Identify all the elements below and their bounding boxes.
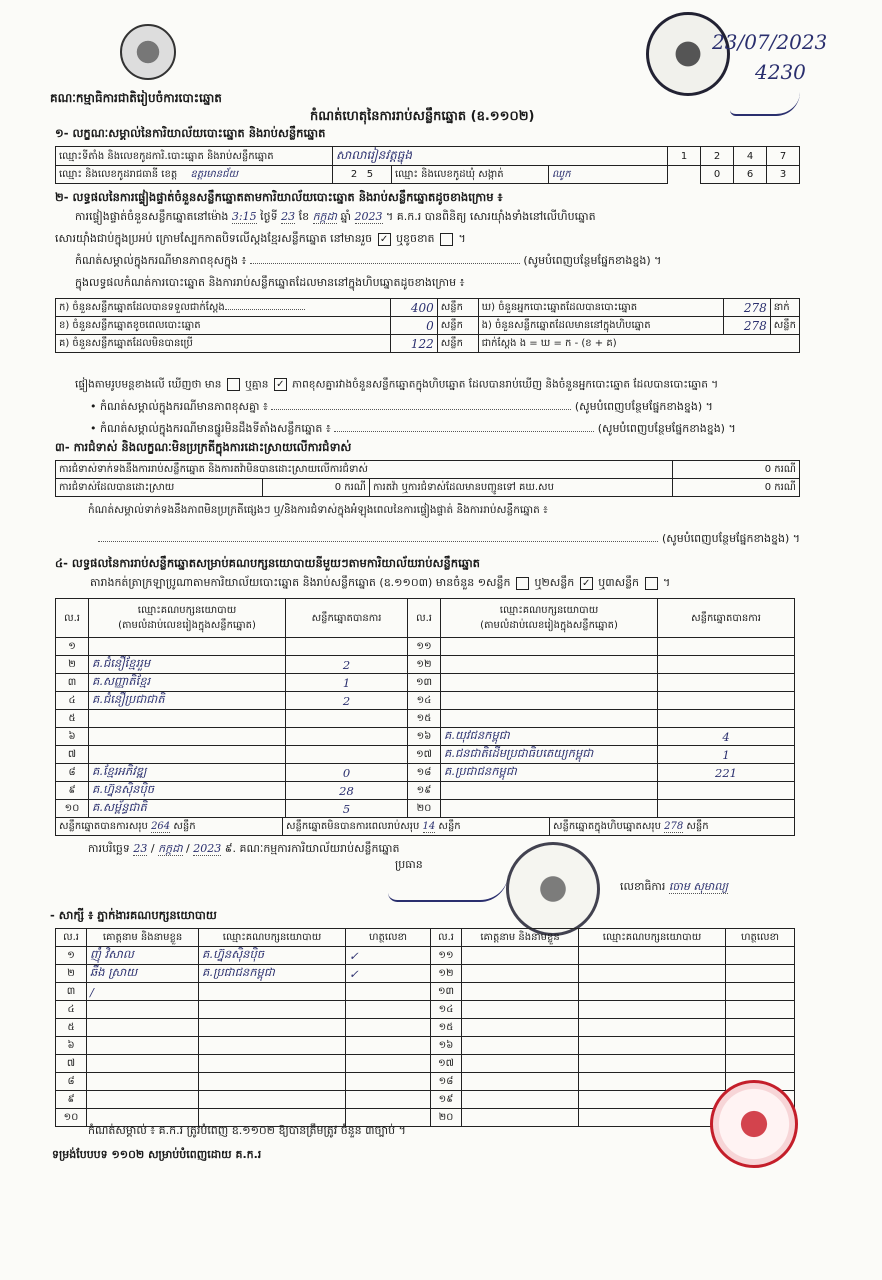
result-no-cell: ១៨: [408, 764, 441, 782]
table-row: [56, 710, 795, 728]
result-party-cell: [89, 728, 286, 746]
result-party-cell: [441, 710, 658, 728]
witness-sign-cell: [726, 1055, 795, 1073]
nec-logo: [120, 24, 176, 80]
location-code-1: 1: [668, 147, 701, 166]
witness-sign-cell: ✓: [346, 965, 431, 983]
table-row: [56, 782, 795, 800]
result-votes-cell: [658, 710, 795, 728]
witness-sign-cell: [346, 1073, 431, 1091]
witness-no-cell: ១៣: [431, 983, 462, 1001]
section2-note: កំណត់សម្គាល់ក្នុងករណីមានភាពខុសក្នុង ៖ (សូមបំពេញបន្ថែមផ្នែកខាងខ្នង) ។: [75, 254, 662, 267]
total-valid: 264: [151, 821, 171, 832]
result-votes-cell: 2: [286, 692, 408, 710]
bullet-difference: • កំណត់សម្គាល់ក្នុងករណីមានភាពខុសគ្នា ៖ (សូមបំពេញបន្ថែមផ្នែកខាងខ្នង) ។: [90, 400, 713, 413]
witness-sign-cell: [726, 983, 795, 1001]
witness-no-cell: ៣: [56, 983, 87, 1001]
result-party-cell: [89, 710, 286, 728]
witness-name-cell: [87, 1073, 199, 1091]
result-votes-cell: 1: [658, 746, 795, 764]
count-month: កក្កដា: [312, 210, 338, 223]
result-no-cell: ៩: [56, 782, 89, 800]
result-no-cell: ១: [56, 638, 89, 656]
province-label: ឈ្មោះ និងលេខកូដរាជធានី ខេត្ត ឧត្តរមានជ័យ: [56, 166, 333, 184]
witness-sign-cell: [726, 1019, 795, 1037]
result-no-cell: ១០: [56, 800, 89, 818]
section1-table: [55, 146, 800, 184]
result-party-cell: គ.ខ្មែរអភិវឌ្ឍ: [89, 764, 286, 782]
section4-title: ៤- លទ្ធផលនៃការរាប់សន្លឹកឆ្នោតសម្រាប់គណបក្សនយោបាយនីមួយៗតាមការិយាល័យរាប់សន្លឹកឆ្នោត: [55, 556, 480, 570]
table-row: [56, 983, 795, 1001]
witness-no-cell: ១: [56, 947, 87, 965]
ballot-count-table: ក) ចំនួនសន្លឹកឆ្នោតដែលបានទទួលជាក់ស្តែង 400 សន្លឹក ឃ) ចំនួនអ្នកបោះឆ្នោតដែលបានបោះឆ្នោត 278 នាក់ ខ) ចំនួនសន្លឹកឆ្នោតខូចពេលបោះឆ្នោត 0 សន្លឹក ង) ចំនួនសន្លឹកឆ្នោតដែលមាននៅក្នុងហិបឆ្នោត 278 សន្លឹក គ) ចំនួនសន្លឹកឆ្នោតដែលមិនបានប្រើ 122 សន្លឹក ជាក់ស្តែង ង = ឃ = ក - (ខ + គ): [55, 298, 800, 353]
result-no-cell: ១៩: [408, 782, 441, 800]
witness-name-cell: [462, 1019, 579, 1037]
witness-sign-cell: [346, 1001, 431, 1019]
compare-line: ផ្ទៀងតាមរូបមន្តខាងលើ ឃើញថា មាន ឬគ្មាន ✓ ភាពខុសគ្នារវាងចំនួនសន្លឹកឆ្នោតក្នុងហិបឆ្នោត ដែលបានរាប់ឃើញ និងចំនួនអ្នកបោះឆ្នោត ដែលបានបោះឆ្នោត ។: [75, 378, 719, 391]
witness-party-cell: [579, 947, 726, 965]
witness-sign-cell: [346, 1037, 431, 1055]
province-name: ឧត្តរមានជ័យ: [190, 169, 238, 180]
witness-no-cell: ១៩: [431, 1091, 462, 1109]
result-votes-cell: 5: [286, 800, 408, 818]
witness-no-cell: ៧: [56, 1055, 87, 1073]
witness-sign-cell: [346, 1055, 431, 1073]
voters-count: 278: [723, 299, 770, 317]
result-votes-cell: [658, 638, 795, 656]
result-no-cell: ១៦: [408, 728, 441, 746]
result-no-cell: ២: [56, 656, 89, 674]
witness-no-cell: ១១: [431, 947, 462, 965]
result-party-cell: [441, 656, 658, 674]
results-body: [56, 638, 795, 818]
section4-subtitle: តារាងកត់ត្រាក្រឡាប្រូណាតាមការិយាល័យបោះឆ្នោត និងរាប់សន្លឹកឆ្នោត (ឧ.១១០៣) មានចំនួន ១សន្លឹក ឬ២សន្លឹក ✓ ឬ៣សន្លឹក ។: [90, 576, 671, 589]
secretary-line: លេខាធិការ ចោម សុមាល្យ: [620, 880, 729, 893]
org-name: គណៈកម្មាធិការជាតិរៀបចំការបោះឆ្នោត: [50, 91, 222, 105]
witness-name-cell: [462, 947, 579, 965]
total-invalid: 14: [422, 821, 436, 832]
table-row: [56, 965, 795, 983]
location-code-4: 7: [767, 147, 800, 166]
objections-count: 0 ករណី: [673, 461, 800, 479]
witness-no-cell: ១៧: [431, 1055, 462, 1073]
witness-name-cell: ញ៉ុំ វិសាល: [87, 947, 199, 965]
table-row: [56, 1091, 795, 1109]
count-year: 2023: [354, 210, 383, 223]
witness-party-cell: [199, 983, 346, 1001]
result-votes-cell: 28: [286, 782, 408, 800]
result-party-cell: [441, 674, 658, 692]
table-row: [56, 728, 795, 746]
witness-party-cell: [199, 1073, 346, 1091]
result-no-cell: ២០: [408, 800, 441, 818]
witness-no-cell: ៨: [56, 1073, 87, 1091]
witness-name-cell: /: [87, 983, 199, 1001]
witness-sign-cell: [346, 1019, 431, 1037]
witness-sign-cell: ✓: [346, 947, 431, 965]
objection-table: ការជំទាស់ទាក់ទងនឹងការរាប់សន្លឹកឆ្នោត និងការតវ៉ាមិនបានដោះស្រាយលើការជំទាស់ 0 ករណី ការជំទាស់ដែលបានដោះស្រាយ 0 ករណី ការតវ៉ា ឬការជំទាស់ដែលមានបញ្ជូនទៅ គឃ.សប 0 ករណី: [55, 460, 800, 497]
result-votes-cell: [286, 746, 408, 764]
section3-title: ៣- ការជំទាស់ និងលក្ខណៈមិនប្រក្រតីក្នុងការដោះស្រាយលើការជំទាស់: [55, 440, 352, 454]
result-no-cell: ៨: [56, 764, 89, 782]
witness-name-cell: [87, 1001, 199, 1019]
total-ballots: 278: [664, 821, 684, 832]
difference-no-checkbox[interactable]: ✓: [274, 378, 287, 391]
spoiled-ballots: 0: [390, 317, 437, 335]
table-row: [56, 1019, 795, 1037]
table-row: [56, 800, 795, 818]
corner-note-date: 23/07/2023: [712, 30, 828, 54]
two-sheet-checkbox[interactable]: ✓: [580, 577, 593, 590]
witness-no-cell: ១៦: [431, 1037, 462, 1055]
ballots-in-box: 278: [723, 317, 770, 335]
witness-party-cell: [579, 1073, 726, 1091]
witness-party-cell: [579, 1091, 726, 1109]
formula: ជាក់ស្តែង ង = ឃ = ក - (ខ + គ): [478, 335, 799, 353]
witness-table: ល.រ គោត្តនាម និងនាមខ្លួន ឈ្មោះគណបក្សនយោបាយ ហត្ថលេខា ល.រ គោត្តនាម និងនាមខ្លួន ឈ្មោះគណបក្សនយោបាយ ហត្ថលេខា ១ ញ៉ុំ វិសាល គ.ហ្វ៊ុនស៊ិនប៉ិច ✓ ១១ ២ ឆឹង ស្រាយ គ.ប្រជាជនកម្ពុជា ✓ ១២ ៣ / ១៣ ៤ ១៤ ៥ ១៥ ៦ ១៦ ៧ ១៧ ៨ ១៨ ៩ ១៩ ១០ ២០: [55, 928, 795, 1127]
result-party-cell: គ.ប្រជាជនកម្ពុជា: [441, 764, 658, 782]
witness-sign-cell: [726, 1037, 795, 1055]
seal-damaged-checkbox[interactable]: [440, 233, 453, 246]
result-no-cell: ៤: [56, 692, 89, 710]
witness-no-cell: ១២: [431, 965, 462, 983]
result-party-cell: [441, 800, 658, 818]
result-votes-cell: [658, 692, 795, 710]
result-votes-cell: [286, 710, 408, 728]
witness-party-cell: [199, 1001, 346, 1019]
witness-name-cell: [462, 1073, 579, 1091]
section5-title: - សាក្សី ៖ ភ្នាក់ងារគណបក្សនយោបាយ: [50, 908, 217, 922]
section2-summary: ក្នុងលទ្ធផលកំណត់ការបោះឆ្នោត និងការរាប់សន្លឹកឆ្នោតដែលមាននៅក្នុងហិបឆ្នោតដូចខាងក្រោម ៖: [75, 276, 465, 289]
table-row: [56, 764, 795, 782]
witness-party-cell: [199, 1055, 346, 1073]
witness-party-cell: [199, 1091, 346, 1109]
witness-no-cell: ៩: [56, 1091, 87, 1109]
witness-party-cell: [579, 1001, 726, 1019]
resolved-count: 0 ករណី: [263, 479, 370, 497]
witness-party-cell: [579, 983, 726, 1001]
corner-signature: [730, 92, 800, 116]
location-code-3: 4: [734, 147, 767, 166]
result-party-cell: [89, 746, 286, 764]
witness-sign-cell: [726, 1001, 795, 1019]
result-party-cell: គ.យុវជនកម្ពុជា: [441, 728, 658, 746]
witness-no-cell: ២: [56, 965, 87, 983]
result-no-cell: ៦: [56, 728, 89, 746]
totals-table: សន្លឹកឆ្នោតបានការសរុប 264 សន្លឹក សន្លឹកឆ្នោតមិនបានការពេលរាប់សរុប 14 សន្លឹក សន្លឹកឆ្នោតក្នុងហិបឆ្នោតសរុប 278 សន្លឹក: [55, 817, 795, 836]
witness-party-cell: [579, 1037, 726, 1055]
witness-sign-cell: [346, 983, 431, 1001]
forwarded-count: 0 ករណី: [673, 479, 800, 497]
one-sheet-checkbox[interactable]: [516, 577, 529, 590]
footer-note: កំណត់សម្គាល់ ៖ គ.ក.រ ត្រូវបំពេញ ឧ.១១០២ ឱ្យបានត្រឹមត្រូវ ចំនួន ៣ច្បាប់ ។: [88, 1124, 406, 1137]
signing-date: ការបរិច្ឆេទ 23 / កក្កដា / 2023 ៩. គណៈកម្មការការិយាល័យរាប់សន្លឹកឆ្នោត: [88, 842, 400, 855]
result-party-cell: គ.សម្ព័ន្ធជាតិ: [89, 800, 286, 818]
result-votes-cell: 4: [658, 728, 795, 746]
witness-no-cell: ២០: [431, 1109, 462, 1127]
unused-ballots: 122: [390, 335, 437, 353]
witness-no-cell: ៦: [56, 1037, 87, 1055]
result-votes-cell: [658, 674, 795, 692]
commune-code-2: 6: [734, 166, 767, 184]
witness-name-cell: [87, 1037, 199, 1055]
section3-hint: (សូមបំពេញបន្ថែមផ្នែកខាងខ្នង) ។: [60, 532, 800, 548]
result-votes-cell: 0: [286, 764, 408, 782]
witness-name-cell: [462, 1109, 579, 1127]
result-no-cell: ៧: [56, 746, 89, 764]
table-row: [56, 746, 795, 764]
result-no-cell: ៥: [56, 710, 89, 728]
witness-party-cell: គ.ហ្វ៊ុនស៊ិនប៉ិច: [199, 947, 346, 965]
result-party-cell: គ.ជនជាតិដើមប្រជាធិបតេយ្យកម្ពុជា: [441, 746, 658, 764]
witness-party-cell: [199, 1019, 346, 1037]
witness-name-cell: [462, 1091, 579, 1109]
office-stamp-top: [646, 12, 730, 96]
witness-name-cell: [462, 983, 579, 1001]
table-row: [56, 1073, 795, 1091]
witness-no-cell: ១០: [56, 1109, 87, 1127]
form-title: កំណត់ហេតុនៃការរាប់សន្លឹកឆ្នោត (ឧ.១១០២): [310, 109, 535, 124]
result-no-cell: ១៣: [408, 674, 441, 692]
witness-party-cell: [579, 1055, 726, 1073]
result-party-cell: គ.ជំនឿប្រជាជាតិ: [89, 692, 286, 710]
commission-stamp: [506, 842, 600, 936]
section1-title: ១- លក្ខណៈសម្គាល់នៃការិយាល័យបោះឆ្នោត និងរាប់សន្លឹកឆ្នោត: [55, 126, 326, 140]
commune-name: ឈូក: [549, 166, 668, 184]
result-party-cell: [441, 638, 658, 656]
witness-sign-cell: [726, 965, 795, 983]
witness-body: [56, 947, 795, 1127]
results-table: ល.រ ឈ្មោះគណបក្សនយោបាយ (តាមលំដាប់លេខរៀងក្នុងសន្លឹកឆ្នោត) សន្លឹកឆ្នោតបានការ ល.រ ឈ្មោះគណបក្សនយោបាយ (តាមលំដាប់លេខរៀងក្នុងសន្លឹកឆ្នោត) សន្លឹកឆ្នោតបានការ ១ ១១ ២ គ.ជំនឿខ្មែររួម 2 ១២ ៣ គ.សញ្ញាតិខ្មែរ 1 ១៣ ៤ គ.ជំនឿប្រជាជាតិ 2 ១៤ ៥ ១៥ ៦ ១៦ គ.យុវជនកម្ពុជា 4 ៧ ១៧ គ.ជនជាតិដើមប្រជាធិបតេយ្យកម្ពុជា 1 ៨ គ.ខ្មែរអភិវឌ្ឍ 0 ១៨ គ.ប្រជាជនកម្ពុជា 221 ៩ គ.ហ្វ៊ុនស៊ិនប៉ិច 28 ១៩ ១០ គ.សម្ព័ន្ធជាតិ 5 ២០: [55, 598, 795, 818]
president-signature: [388, 874, 508, 902]
count-day: 23: [281, 210, 296, 223]
table-row: [56, 656, 795, 674]
result-party-cell: [89, 638, 286, 656]
secretary-name: ចោម សុមាល្យ: [668, 880, 729, 893]
witness-no-cell: ៥: [56, 1019, 87, 1037]
result-no-cell: ១៧: [408, 746, 441, 764]
three-sheet-checkbox[interactable]: [645, 577, 658, 590]
result-party-cell: គ.សញ្ញាតិខ្មែរ: [89, 674, 286, 692]
witness-name-cell: [462, 1037, 579, 1055]
result-party-cell: [441, 782, 658, 800]
table-row: [56, 674, 795, 692]
section2-intro: ការផ្ទៀងផ្ទាត់ចំនួនសន្លឹកឆ្នោតនៅម៉ោង 3:15 ថ្ងៃទី 23 ខែ កក្កដា ឆ្នាំ 2023 ។ គ.ក.រ បានពិនិត្យ សោរយ៉ាំងទាំងនៅលើហិបឆ្នោត: [75, 210, 596, 223]
witness-no-cell: ៤: [56, 1001, 87, 1019]
witness-name-cell: [87, 1091, 199, 1109]
section2-line2: សោរយ៉ាំងជាប់ក្នុងប្រអប់ ក្រោមស្បែកកាតបិទលើស្តងខ្មែរសន្លឹកឆ្នោត នៅមានរួច ✓ ឬខូចខាត ។: [55, 232, 466, 245]
table-row: [56, 1037, 795, 1055]
witness-name-cell: [462, 1001, 579, 1019]
result-no-cell: ១៥: [408, 710, 441, 728]
table-row: [56, 1055, 795, 1073]
received-ballots: 400: [390, 299, 437, 317]
witness-party-cell: [579, 965, 726, 983]
form-code: ទម្រង់បែបបទ ១១០២ សម្រាប់បំពេញដោយ គ.ក.រ: [52, 1148, 262, 1161]
corner-note-number: 4230: [755, 60, 806, 84]
commune-label: ឈ្មោះ និងលេខកូដឃុំ សង្កាត់: [392, 166, 549, 184]
table-row: [56, 1001, 795, 1019]
location-value: សាលារៀនវត្តធ្នុង: [333, 147, 668, 166]
commune-code-3: 3: [767, 166, 800, 184]
result-votes-cell: [658, 656, 795, 674]
location-label: ឈ្មោះទីតាំង និងលេខកូដការិ.បោះឆ្នោត និងរាប់សន្លឹកឆ្នោត: [56, 147, 333, 166]
witness-sign-cell: [726, 947, 795, 965]
location-code-2: 2: [701, 147, 734, 166]
witness-party-cell: គ.ប្រជាជនកម្ពុជា: [199, 965, 346, 983]
witness-party-cell: [579, 1019, 726, 1037]
official-red-stamp: [710, 1080, 798, 1168]
seal-ok-checkbox[interactable]: ✓: [378, 233, 391, 246]
count-time: 3:15: [231, 210, 257, 223]
witness-sign-cell: [346, 1091, 431, 1109]
result-party-cell: [441, 692, 658, 710]
table-row: [56, 638, 795, 656]
section2-title: ២- លទ្ធផលនៃការផ្ទៀងផ្ទាត់ចំនួនសន្លឹកឆ្នោតតាមការិយាល័យបោះឆ្នោត និងរាប់សន្លឹកឆ្នោតដូចខាងក្រោម ៖: [55, 190, 503, 204]
witness-party-cell: [199, 1037, 346, 1055]
difference-yes-checkbox[interactable]: [227, 378, 240, 391]
witness-name-cell: [462, 1055, 579, 1073]
bullet-missing: • កំណត់សម្គាល់ក្នុងករណីមានផ្នូរ​មិនដឹងទីតាំងសន្លឹកឆ្នោត ៖ (សូមបំពេញបន្ថែមផ្នែកខាងខ្នង) ។: [90, 422, 736, 435]
witness-name-cell: [87, 1055, 199, 1073]
result-party-cell: គ.ហ្វ៊ុនស៊ិនប៉ិច: [89, 782, 286, 800]
commune-code-1: 0: [701, 166, 734, 184]
result-votes-cell: [286, 728, 408, 746]
president-label: ប្រធាន: [395, 858, 423, 871]
result-votes-cell: 1: [286, 674, 408, 692]
result-votes-cell: [658, 782, 795, 800]
result-votes-cell: [658, 800, 795, 818]
witness-name-cell: [87, 1019, 199, 1037]
result-votes-cell: 221: [658, 764, 795, 782]
result-no-cell: ១១: [408, 638, 441, 656]
section3-note: កំណត់សម្គាល់ទាក់ទងនឹងភាពមិនប្រក្រតីផ្សេងៗ ឬ/និងការជំទាស់ក្នុងអំឡុងពេលនៃការផ្ទៀងផ្ទាត់ និងការរាប់សន្លឹកឆ្នោត ៖: [88, 504, 548, 516]
witness-no-cell: ១៥: [431, 1019, 462, 1037]
witness-no-cell: ១៨: [431, 1073, 462, 1091]
result-no-cell: ១២: [408, 656, 441, 674]
witness-name-cell: [462, 965, 579, 983]
province-code: 2 5: [333, 166, 392, 184]
result-no-cell: ១៤: [408, 692, 441, 710]
witness-party-cell: [579, 1109, 726, 1127]
witness-no-cell: ១៤: [431, 1001, 462, 1019]
table-row: [56, 692, 795, 710]
result-votes-cell: 2: [286, 656, 408, 674]
table-row: [56, 947, 795, 965]
result-party-cell: គ.ជំនឿខ្មែររួម: [89, 656, 286, 674]
result-no-cell: ៣: [56, 674, 89, 692]
witness-name-cell: ឆឹង ស្រាយ: [87, 965, 199, 983]
result-votes-cell: [286, 638, 408, 656]
